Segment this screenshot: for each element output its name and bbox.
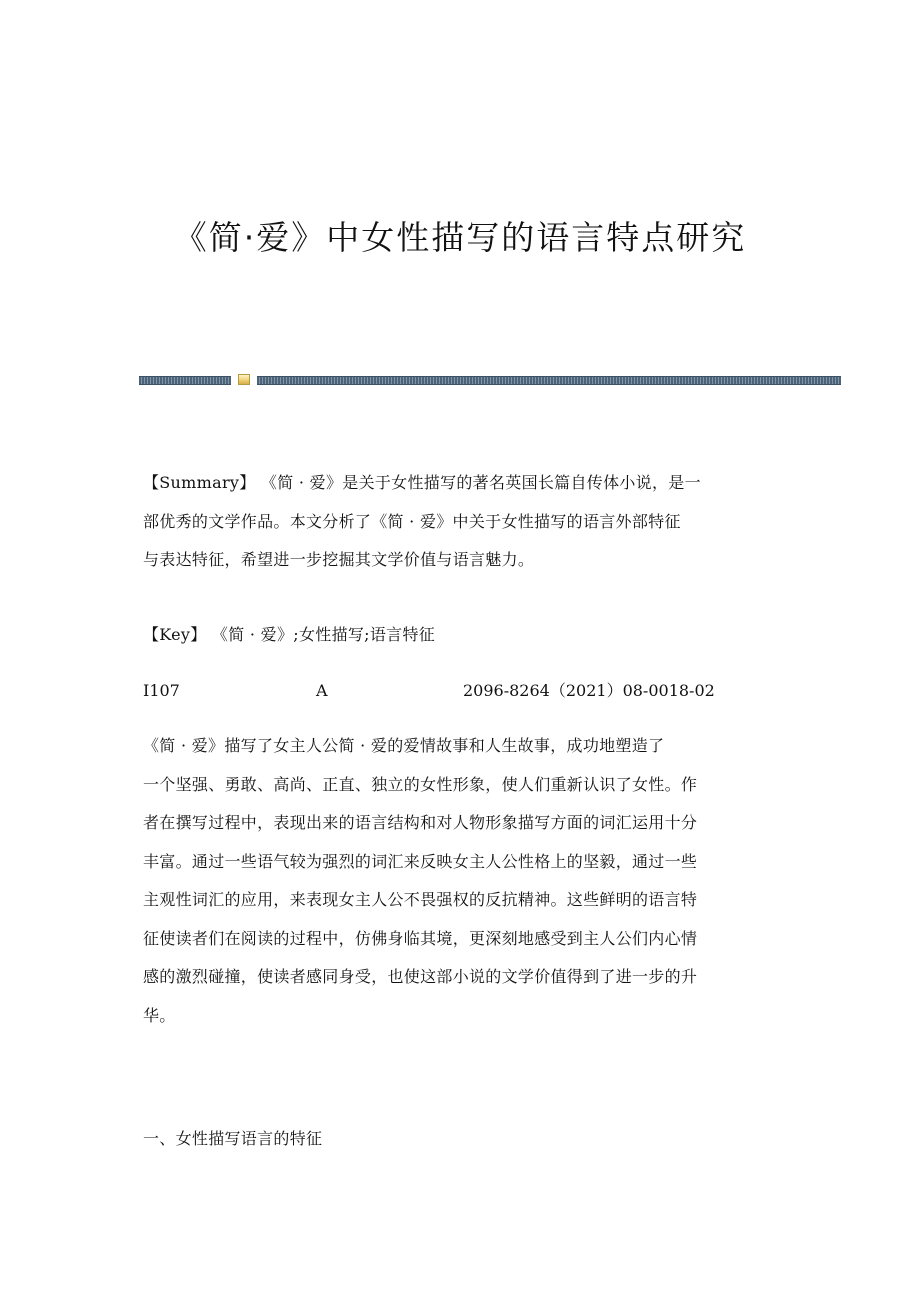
body-line: 丰富。通过一些语气较为强烈的词汇来反映女主人公性格上的坚毅，通过一些 xyxy=(143,851,698,871)
body-line: 者在撰写过程中，表现出来的语言结构和对人物形象描写方面的词汇运用十分 xyxy=(143,813,698,832)
body-line: 华。 xyxy=(143,1005,176,1025)
document-code: A xyxy=(316,681,328,700)
divider-right-bar xyxy=(257,376,841,385)
body-line: 一个坚强、勇敢、高尚、正直、独立的女性形象，使人们重新认识了女性。作 xyxy=(143,774,698,794)
body-line: 主观性词汇的应用，来表现女主人公不畏强权的反抗精神。这些鲜明的语言特 xyxy=(143,890,698,909)
section-heading xyxy=(143,1120,783,1159)
body-line: 《简 · 爱》描写了女主人公简 · 爱的爱情故事和人生故事，成功地塑造了 xyxy=(143,736,665,755)
keywords-line: 【Key】 《简 · 爱》;女性描写;语言特征 xyxy=(143,625,436,644)
article-id: 2096-8264（2021）08-0018-02 xyxy=(463,681,715,700)
title-divider xyxy=(139,374,841,386)
body-line: 征使读者们在阅读的过程中，仿佛身临其境，更深刻地感受到主人公们内心情 xyxy=(143,928,698,948)
paper-title: 《简·爱》中女性描写的语言特点研究 xyxy=(173,218,747,257)
section-heading-text: 一、女性描写语言的特征 xyxy=(143,1129,323,1148)
clc-number: I107 xyxy=(143,681,180,700)
summary-line: 部优秀的文学作品。本文分析了《简 · 爱》中关于女性描写的语言外部特征 xyxy=(143,511,681,531)
body-line: 感的激烈碰撞，使读者感同身受，也使这部小说的文学价值得到了进一步的升 xyxy=(143,967,698,986)
divider-ornament-icon xyxy=(238,374,250,385)
summary-paragraph xyxy=(143,464,783,580)
summary-line: 【Summary】 《简 · 爱》是关于女性描写的著名英国长篇自传体小说，是一 xyxy=(143,473,701,492)
divider-left-bar xyxy=(139,376,231,385)
keywords-paragraph xyxy=(143,616,783,655)
summary-line: 与表达特征，希望进一步挖掘其文学价值与语言魅力。 xyxy=(143,550,535,569)
body-paragraph xyxy=(143,727,783,1035)
